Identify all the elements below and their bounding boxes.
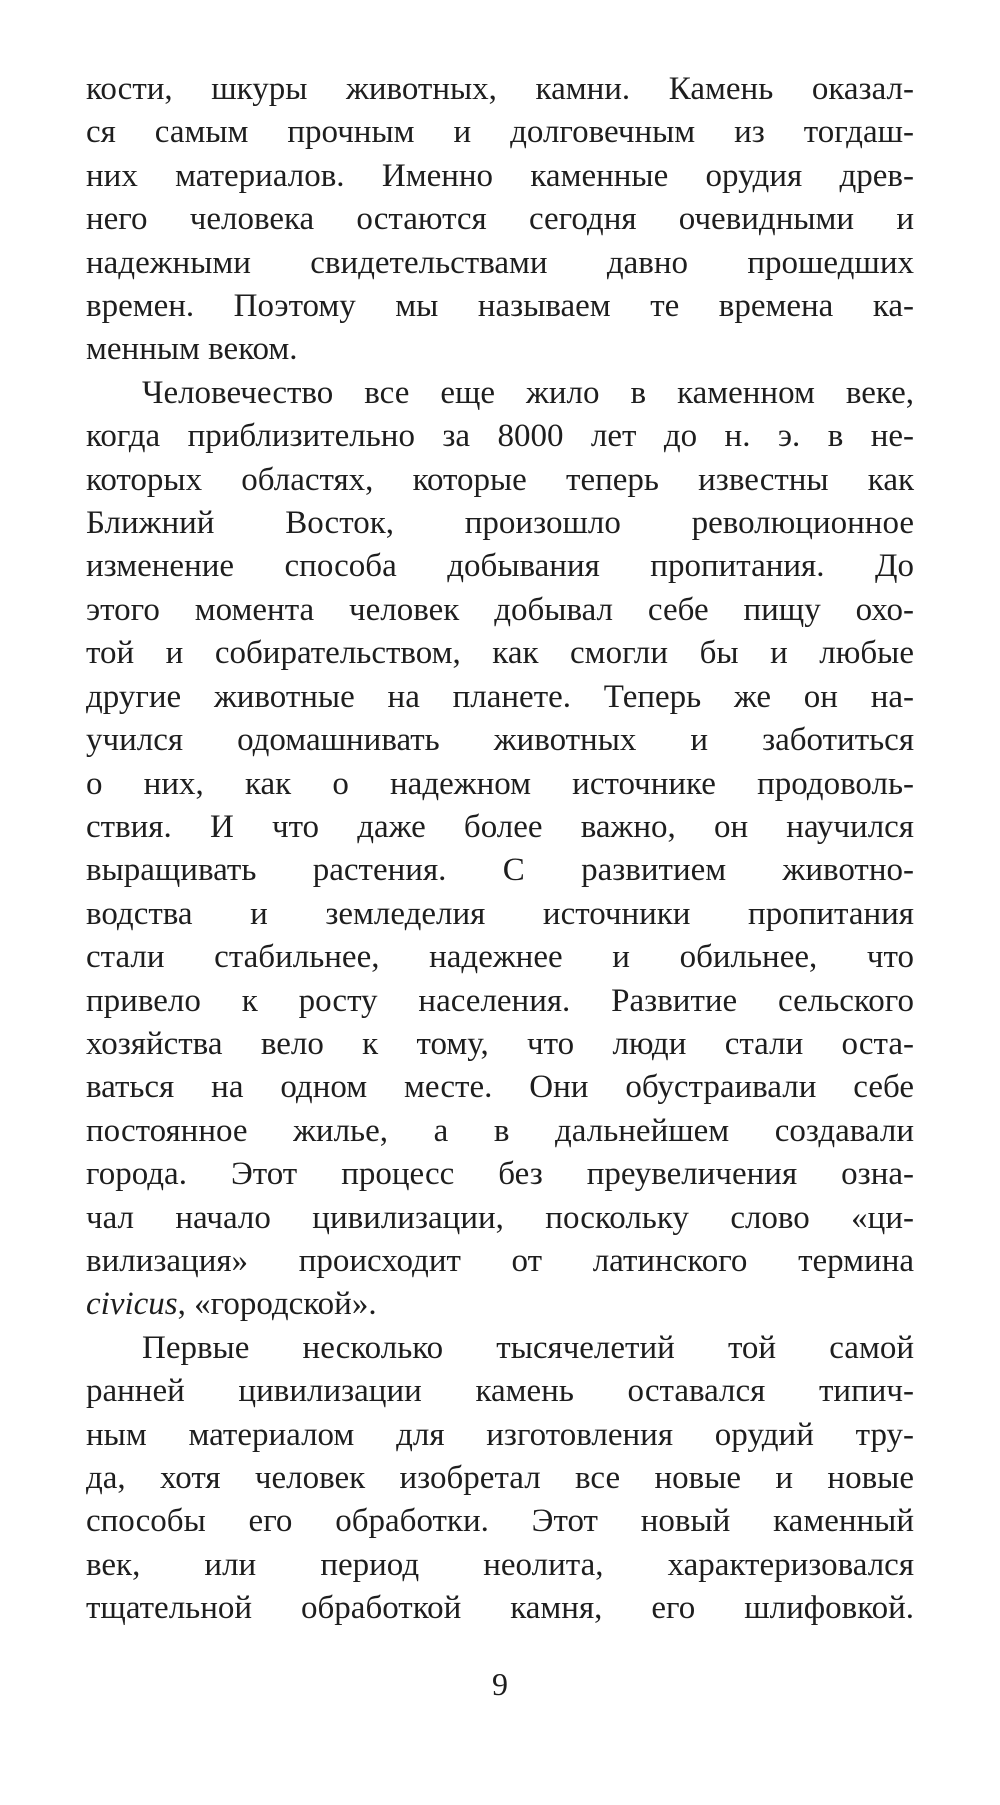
text-line: менным веком.	[86, 331, 298, 368]
text-line: другие животные на планете. Теперь же он на-	[86, 678, 914, 715]
text-line: привело к росту населения. Развитие сельского	[86, 982, 914, 1019]
text-line: ствия. И что даже более важно, он научился	[86, 808, 914, 845]
latin-term: civicus	[86, 1286, 178, 1323]
page-number: 9	[492, 1666, 508, 1702]
text-line: Человечество все еще жило в каменном веке,	[142, 374, 914, 411]
text-line: водства и земледелия источники пропитания	[86, 895, 914, 932]
text-line-rest: , «городской».	[177, 1286, 377, 1323]
text-line: изменение способа добывания пропитания. До	[86, 548, 914, 585]
text-line: города. Этот процесс без преувеличения озна-	[86, 1156, 914, 1193]
text-line: ранней цивилизации камень оставался типич-	[86, 1373, 914, 1410]
text-line: этого момента человек добывал себе пищу охо-	[86, 591, 914, 628]
text-line: ваться на одном месте. Они обустраивали себе	[86, 1069, 914, 1106]
text-line: них материалов. Именно каменные орудия древ-	[86, 157, 914, 194]
text-line: вилизация» происходит от латинского термина	[86, 1242, 914, 1279]
text-line: него человека остаются сегодня очевидными и	[86, 201, 914, 238]
page-body	[86, 68, 914, 1631]
text-line: постоянное жилье, а в дальнейшем создавали	[86, 1112, 914, 1149]
text-line: выращивать растения. С развитием животно-	[86, 852, 914, 889]
text-line: кости, шкуры животных, камни. Камень оказал-	[86, 71, 914, 107]
text-line: век, или период неолита, характеризовался	[86, 1546, 914, 1583]
text-line: способы его обработки. Этот новый каменный	[86, 1503, 914, 1540]
paragraph-2	[86, 372, 914, 1327]
text-line: о них, как о надежном источнике продоволь-	[86, 765, 914, 802]
text-line: времен. Поэтому мы называем те времена ка-	[86, 288, 914, 325]
text-line: чал начало цивилизации, поскольку слово «ци-	[86, 1199, 914, 1236]
text-line: хозяйства вело к тому, что люди стали оста-	[86, 1025, 914, 1062]
text-line: Первые несколько тысячелетий той самой	[142, 1329, 914, 1366]
text-line: надежными свидетельствами давно прошедших	[86, 244, 914, 281]
text-line: той и собирательством, как смогли бы и любые	[86, 635, 914, 672]
text-line: когда приблизительно за 8000 лет до н. э. в не-	[86, 418, 914, 455]
text-line: тщательной обработкой камня, его шлифовкой.	[86, 1590, 914, 1627]
text-line: Ближний Восток, произошло революционное	[86, 505, 914, 542]
paragraph-1	[86, 68, 914, 372]
text-line: ся самым прочным и долговечным из тогдаш-	[86, 114, 914, 151]
paragraph-3	[86, 1327, 914, 1631]
text-line: да, хотя человек изобретал все новые и новые	[86, 1460, 914, 1496]
text-line	[86, 1283, 914, 1326]
text-line: учился одомашнивать животных и заботиться	[86, 722, 914, 759]
text-line: стали стабильнее, надежнее и обильнее, что	[86, 939, 914, 976]
text-line: ным материалом для изготовления орудий тру-	[86, 1416, 914, 1453]
text-line: которых областях, которые теперь известны как	[86, 461, 914, 498]
